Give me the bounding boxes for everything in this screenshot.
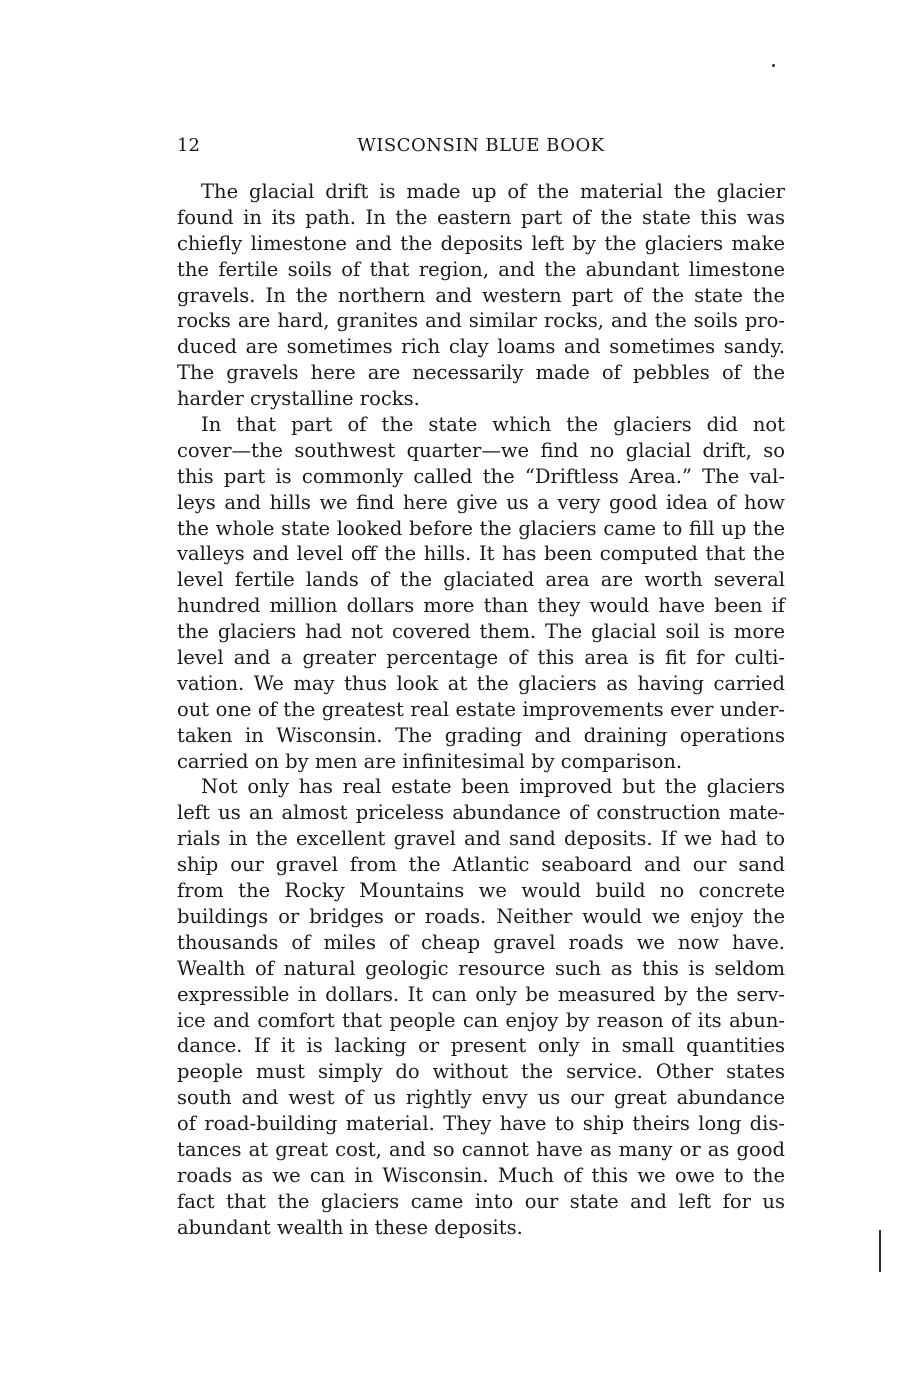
text-line: this part is commonly called the “Driftless Area.” The val- — [177, 464, 785, 488]
text-line: harder crystalline rocks. — [177, 387, 420, 411]
text-line: of road-building material. They have to ship theirs long dis- — [177, 1112, 785, 1136]
text-line: chiefly limestone and the deposits left by the glaciers make — [177, 231, 785, 255]
text-line: out one of the greatest real estate improvements ever under- — [177, 697, 785, 721]
text-line: left us an almost priceless abundance of construction mate- — [177, 801, 785, 825]
text-line: valleys and level off the hills. It has been computed that the — [177, 542, 785, 566]
text-line: the fertile soils of that region, and the abundant limestone — [177, 257, 785, 281]
text-line: roads as we can in Wisconsin. Much of this we owe to the — [177, 1163, 785, 1187]
text-line: Wealth of natural geologic resource such as this is seldom — [177, 956, 785, 980]
text-line: people must simply do without the service. Other states — [177, 1060, 785, 1084]
text-line: south and west of us rightly envy us our great abundance — [177, 1086, 785, 1110]
text-line: cover—the southwest quarter—we find no glacial drift, so — [177, 438, 785, 462]
text-line: In that part of the state which the glaciers did not — [201, 413, 785, 437]
text-line: Not only has real estate been improved but the glaciers — [201, 775, 785, 799]
text-line: The gravels here are necessarily made of pebbles of the — [177, 361, 785, 385]
text-line: the glaciers had not covered them. The glacial soil is more — [177, 620, 785, 644]
text-line: thousands of miles of cheap gravel roads we now have. — [177, 930, 785, 954]
text-line: from the Rocky Mountains we would build no concrete — [177, 879, 785, 903]
text-line: expressible in dollars. It can only be measured by the serv- — [177, 982, 785, 1006]
paragraph — [177, 179, 785, 412]
text-line: dance. If it is lacking or present only in small quantities — [177, 1034, 785, 1058]
print-speck — [772, 64, 775, 67]
page-number: 12 — [177, 135, 200, 156]
text-line: carried on by men are infinitesimal by comparison. — [177, 749, 683, 773]
paragraph — [177, 774, 785, 1240]
paragraph — [177, 412, 785, 774]
text-line: taken in Wisconsin. The grading and draining operations — [177, 723, 785, 747]
text-line: buildings or bridges or roads. Neither would we enjoy the — [177, 904, 785, 928]
text-line: leys and hills we find here give us a very good idea of how — [177, 490, 785, 514]
text-line: abundant wealth in these deposits. — [177, 1215, 523, 1239]
text-line: duced are sometimes rich clay loams and sometimes sandy. — [177, 335, 785, 359]
text-line: gravels. In the northern and western part of the state the — [177, 283, 785, 307]
text-line: ship our gravel from the Atlantic seaboard and our sand — [177, 853, 785, 877]
text-line: rials in the excellent gravel and sand deposits. If we had to — [177, 827, 785, 851]
text-line: found in its path. In the eastern part of the state this was — [177, 205, 785, 229]
text-line: vation. We may thus look at the glaciers as having carried — [177, 671, 785, 695]
text-line: level fertile lands of the glaciated area are worth several — [177, 568, 785, 592]
margin-mark — [879, 1230, 881, 1272]
text-line: rocks are hard, granites and similar rocks, and the soils pro- — [177, 309, 785, 333]
running-head: WISCONSIN BLUE BOOK — [357, 135, 605, 156]
text-line: tances at great cost, and so cannot have as many or as good — [177, 1137, 785, 1161]
text-line: hundred million dollars more than they would have been if — [177, 594, 785, 618]
text-line: the whole state looked before the glaciers came to fill up the — [177, 516, 785, 540]
page-header — [177, 133, 785, 159]
text-line: ice and comfort that people can enjoy by reason of its abun- — [177, 1008, 785, 1032]
body-text — [177, 179, 785, 1241]
text-line: The glacial drift is made up of the material the glacier — [201, 180, 785, 203]
text-line: level and a greater percentage of this area is fit for culti- — [177, 646, 785, 670]
text-line: fact that the glaciers came into our state and left for us — [177, 1189, 785, 1213]
